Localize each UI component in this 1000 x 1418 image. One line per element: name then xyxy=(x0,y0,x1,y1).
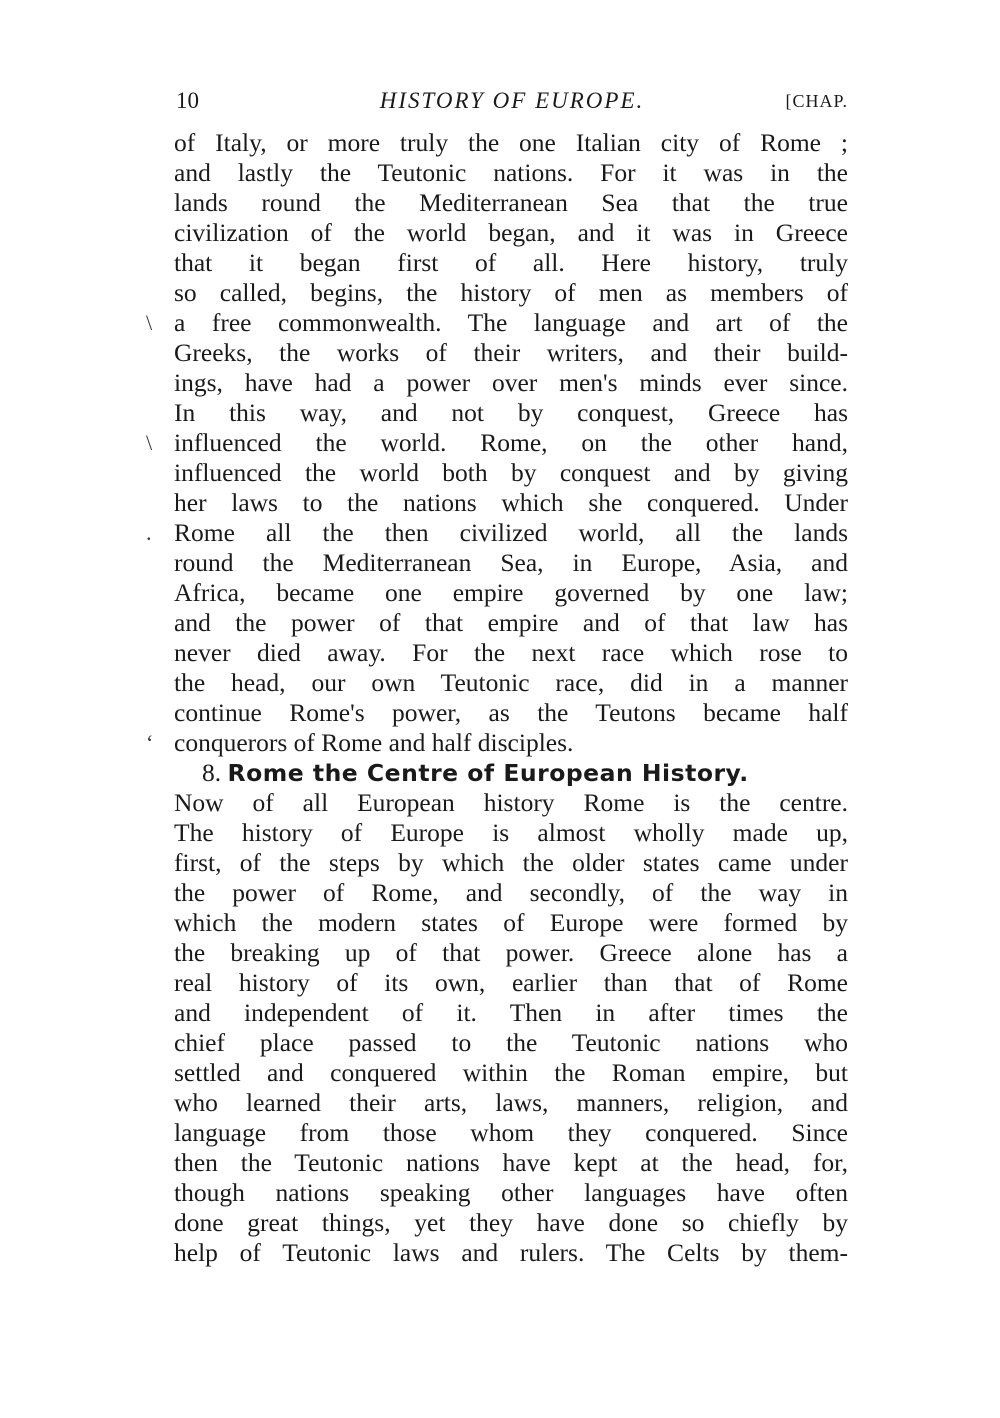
text-line-content: conquerors of Rome and half disciples. xyxy=(174,728,574,757)
running-title: HISTORY OF EUROPE. xyxy=(379,88,645,113)
text-line: which the modern states of Europe were formed by xyxy=(174,908,848,937)
text-line: influenced the world both by conquest and by giving xyxy=(174,458,848,487)
page-number: 10 xyxy=(176,88,199,113)
margin-mark: ʻ xyxy=(146,730,154,755)
text-line-content: Rome all the then civilized world, all the lands xyxy=(174,518,848,547)
text-line: and the power of that empire and of that law has xyxy=(174,608,848,637)
text-line: though nations speaking other languages have often xyxy=(174,1178,848,1207)
text-line: real history of its own, earlier than that of Rome xyxy=(174,968,848,997)
text-line: the head, our own Teutonic race, did in a manner xyxy=(174,668,848,697)
text-line: so called, begins, the history of men as members of xyxy=(174,278,848,307)
section-number: 8. xyxy=(202,758,222,787)
text-line: then the Teutonic nations have kept at the head, for, xyxy=(174,1148,848,1177)
section-heading xyxy=(174,758,848,788)
text-line: never died away. For the next race which rose to xyxy=(174,638,848,667)
text-line: done great things, yet they have done so chiefly by xyxy=(174,1208,848,1237)
margin-mark: \ xyxy=(146,310,153,335)
text-line: continue Rome's power, as the Teutons became half xyxy=(174,698,848,727)
text-line: chief place passed to the Teutonic nations who xyxy=(174,1028,848,1057)
text-line: Now of all European history Rome is the centre. xyxy=(174,788,848,817)
text-line: her laws to the nations which she conquered. Under xyxy=(174,488,848,517)
text-line: and independent of it. Then in after times the xyxy=(174,998,848,1027)
text-line xyxy=(146,308,848,338)
text-line: the power of Rome, and secondly, of the way in xyxy=(174,878,848,907)
chapter-mark: [CHAP. xyxy=(785,91,848,111)
margin-mark: . xyxy=(146,520,152,545)
text-line: language from those whom they conquered. Since xyxy=(174,1118,848,1147)
running-head xyxy=(176,84,848,118)
body-text xyxy=(146,128,848,1268)
text-line: and lastly the Teutonic nations. For it was in the xyxy=(174,158,848,187)
text-line: of Italy, or more truly the one Italian city of Rome ; xyxy=(174,128,848,157)
text-line-content: influenced the world. Rome, on the other hand, xyxy=(174,428,848,457)
text-line: Greeks, the works of their writers, and their build- xyxy=(174,338,848,367)
text-line: help of Teutonic laws and rulers. The Celts by them- xyxy=(174,1238,848,1267)
text-line xyxy=(146,428,848,458)
text-line: ings, have had a power over men's minds ever since. xyxy=(174,368,848,397)
text-line xyxy=(146,518,848,548)
text-line: that it began first of all. Here history, truly xyxy=(174,248,848,277)
text-line: lands round the Mediterranean Sea that the true xyxy=(174,188,848,217)
text-line xyxy=(146,728,848,758)
text-line-content: a free commonwealth. The language and art of the xyxy=(174,308,848,337)
text-line: first, of the steps by which the older states came under xyxy=(174,848,848,877)
text-line: the breaking up of that power. Greece alone has a xyxy=(174,938,848,967)
text-line: settled and conquered within the Roman empire, but xyxy=(174,1058,848,1087)
text-line: In this way, and not by conquest, Greece has xyxy=(174,398,848,427)
text-line: The history of Europe is almost wholly made up, xyxy=(174,818,848,847)
margin-mark: \ xyxy=(146,430,153,455)
section-title: Rome the Centre of European History. xyxy=(227,759,749,787)
text-line: round the Mediterranean Sea, in Europe, Asia, and xyxy=(174,548,848,577)
text-line: Africa, became one empire governed by one law; xyxy=(174,578,848,607)
text-line: who learned their arts, laws, manners, religion, and xyxy=(174,1088,848,1117)
text-line: civilization of the world began, and it was in Greece xyxy=(174,218,848,247)
